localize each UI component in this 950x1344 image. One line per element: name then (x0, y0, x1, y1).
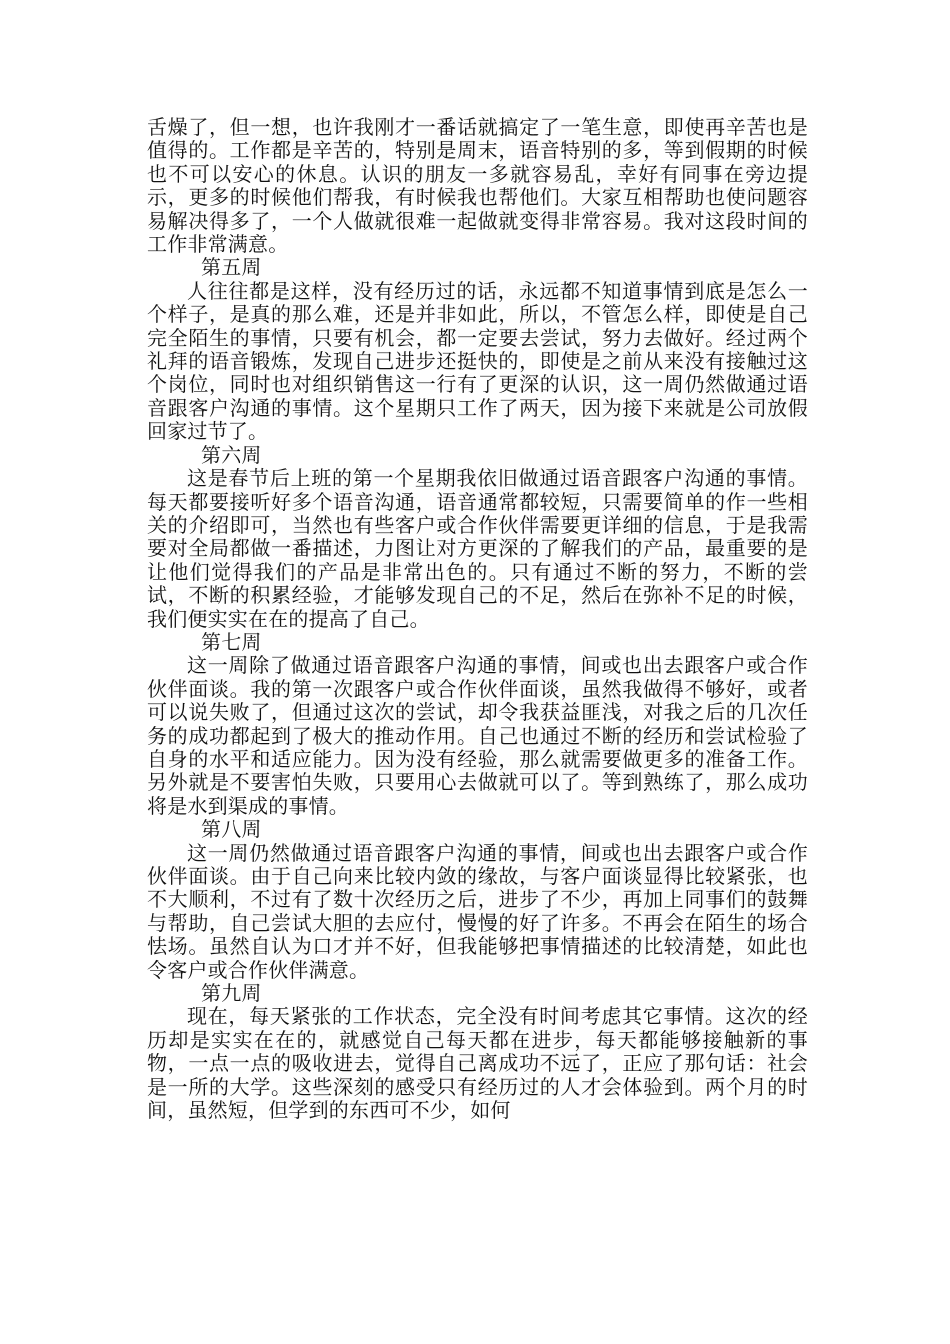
document-body (147, 116, 808, 1122)
week-5-paragraph: 人往往都是这样，没有经历过的话，永远都不知道事情到底是怎么一个样子，是真的那么难，还是并非如此，所以，不管怎么样，即使是自己完全陌生的事情，只要有机会，都一定要去尝试，努力去做好。经过两个礼拜的语音锻炼，发现自己进步还挺快的，即使是之前从来没有接触过这个岗位，同时也对组织销售这一行有了更深的认识，这一周仍然做通过语音跟客户沟通的事情。这个星期只工作了两天，因为接下来就是公司放假回家过节了。 (147, 278, 808, 444)
week-8-paragraph: 这一周仍然做通过语音跟客户沟通的事情，间或也出去跟客户或合作伙伴面谈。由于自己向来比较内敛的缘故，与客户面谈显得比较紧张，也不大顺利，不过有了数十次经历之后，进步了不少，再加上同事们的鼓舞与帮助，自己尝试大胆的去应付，慢慢的好了许多。不再会在陌生的场合怯场。虽然自认为口才并不好，但我能够把事情描述的比较清楚，如此也令客户或合作伙伴满意。 (147, 840, 808, 982)
week-9-heading: 第九周 (201, 981, 262, 1006)
week-9-paragraph: 现在，每天紧张的工作状态，完全没有时间考虑其它事情。这次的经历却是实实在在的，就感觉自己每天都在进步，每天都能够接触新的事物，一点一点的吸收进去，觉得自己离成功不远了，正应了那句话：社会是一所的大学。这些深刻的感受只有经历过的人才会体验到。两个月的时间，虽然短，但学到的东西可不少，如何 (147, 1004, 808, 1123)
week-8-heading: 第八周 (201, 817, 262, 842)
week-5-heading: 第五周 (201, 255, 262, 280)
week-7-heading: 第七周 (201, 629, 262, 654)
week-6-heading: 第六周 (201, 442, 262, 467)
week-6-paragraph: 这是春节后上班的第一个星期我依旧做通过语音跟客户沟通的事情。每天都要接听好多个语音沟通，语音通常都较短，只需要简单的作一些相关的介绍即可，当然也有些客户或合作伙伴需要更详细的信息，于是我需要对全局都做一番描述，力图让对方更深的了解我们的产品，最重要的是让他们觉得我们的产品是非常出色的。只有通过不断的努力，不断的尝试，不断的积累经验，才能够发现自己的不足，然后在弥补不足的时候，我们便实实在在的提高了自己。 (147, 466, 808, 631)
paragraph-continued: 舌燥了，但一想，也许我刚才一番话就搞定了一笔生意，即使再辛苦也是值得的。工作都是辛苦的，特别是周末，语音特别的多，等到假期的时候也不可以安心的休息。认识的朋友一多就容易乱，幸好有同事在旁边提示，更多的时候他们帮我，有时候我也帮他们。大家互相帮助也使问题容易解决得多了，一个人做就很难一起做就变得非常容易。我对这段时间的工作非常满意。 (147, 115, 808, 257)
week-7-paragraph: 这一周除了做通过语音跟客户沟通的事情，间或也出去跟客户或合作伙伴面谈。我的第一次跟客户或合作伙伴面谈，虽然我做得不够好，或者可以说失败了，但通过这次的尝试，却令我获益匪浅，对我之后的几次任务的成功都起到了极大的推动作用。自己也通过不断的经历和尝试检验了自身的水平和适应能力。因为没有经验，那么就需要做更多的准备工作。另外就是不要害怕失败，只要用心去做就可以了。等到熟练了，那么成功将是水到渠成的事情。 (147, 653, 808, 818)
